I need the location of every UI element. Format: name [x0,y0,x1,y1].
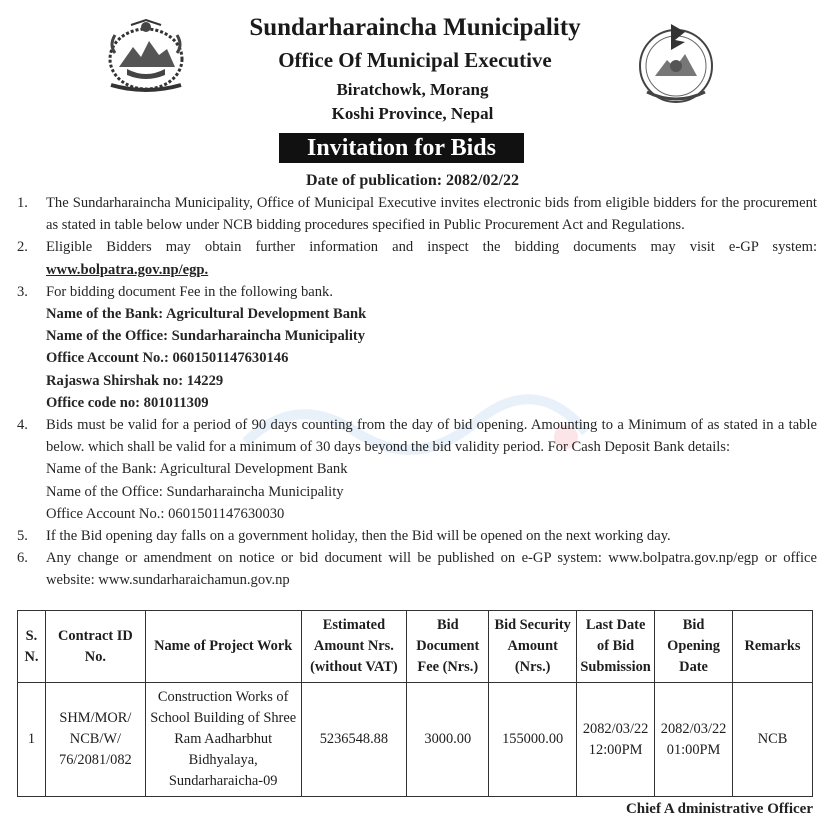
col-header-doc-fee: Bid Document Fee (Nrs.) [407,611,489,683]
notice-body [0,192,833,592]
cell-doc-fee: 3000.00 [407,683,489,797]
col-header-project: Name of Project Work [145,611,301,683]
cash-bank-name: Name of the Bank: Agricultural Development Bank [46,461,348,478]
egp-link[interactable]: www.bolpatra.gov.np/egp. [46,261,209,278]
cell-remarks: NCB [733,683,813,797]
notice-item [0,547,833,591]
account-number: Office Account No.: 0601501147630146 [46,350,289,367]
notice-item [0,414,833,525]
cell-contract-id: SHM/MOR/ NCB/W/ 76/2081/082 [45,683,145,797]
col-header-last-date: Last Date of Bid Submission [577,611,655,683]
publication-date: Date of publication: 2082/02/22 [306,172,519,189]
item-text: The Sundarharaincha Municipality, Office of Municipal Executive invites electronic bids from eligible bidders for the procurement as stated in table below under NCB bidding procedures specified in Public Procurement Act and Regulations. [46,195,817,234]
item-number: 2. [17,239,28,256]
cell-last-date: 2082/03/22 12:00PM [577,683,655,797]
item-number: 6. [17,550,28,567]
office-name: Office Of Municipal Executive [278,48,552,72]
municipality-name: Sundarharaincha Municipality [249,14,581,41]
col-header-estimated: Estimated Amount Nrs. (without VAT) [301,611,407,683]
col-header-security: Bid Security Amount (Nrs.) [489,611,577,683]
cell-estimated: 5236548.88 [301,683,407,797]
item-text: For bidding document Fee in the following bank. [46,283,333,300]
item-text: Any change or amendment on notice or bid document will be published on e-GP system: www.bolpatra.gov.np/egp or office website: www.sundarharaichamun.gov.np [46,550,817,589]
item-number: 5. [17,528,28,545]
cell-project: Construction Works of School Building of Shree Ram Aadharbhut Bidhyalaya, Sundarharaicha-09 [145,683,301,797]
notice-title: Invitation for Bids [279,133,524,163]
notice-item [0,192,833,236]
item-number: 1. [17,195,28,211]
cell-opening-date: 2082/03/22 01:00PM [655,683,733,797]
cash-account-number: Office Account No.: 0601501147630030 [46,505,285,522]
signature-title: Chief A dministrative Officer [625,801,813,817]
bids-table [17,610,813,797]
col-header-opening-date: Bid Opening Date [655,611,733,683]
item-number: 3. [17,283,28,300]
notice-item [0,525,833,547]
notice-item [0,281,833,414]
address-line-2: Koshi Province, Nepal [331,104,494,123]
address-line-1: Biratchowk, Morang [336,80,489,99]
col-header-remarks: Remarks [733,611,813,683]
item-text: Eligible Bidders may obtain further information and inspect the bidding documents may visit e-GP system: [46,239,817,256]
cell-sn: 1 [18,683,46,797]
office-line: Name of the Office: Sundarharaincha Municipality [46,328,366,345]
table-header-row [18,611,813,683]
item-text: Bids must be valid for a period of 90 days counting from the day of bid opening. Amounting to a Minimum of as stated in a table below. which shall be valid for a minimum of 30 days beyond the bid validity period. For Cash Deposit Bank details: [46,417,817,456]
item-text: If the Bid opening day falls on a government holiday, then the Bid will be opened on the next working day. [46,528,671,545]
bank-name: Name of the Bank: Agricultural Development Bank [46,306,367,323]
table-row [18,683,813,797]
col-header-contract-id: Contract ID No. [45,611,145,683]
rajaswa-shirshak: Rajaswa Shirshak no: 14229 [46,372,224,389]
notice-item [0,236,833,280]
cash-office-name: Name of the Office: Sundarharaincha Municipality [46,483,344,500]
cell-security: 155000.00 [489,683,577,797]
office-code: Office code no: 801011309 [46,394,209,411]
item-number: 4. [17,417,28,434]
col-header-sn: S. N. [18,611,46,683]
